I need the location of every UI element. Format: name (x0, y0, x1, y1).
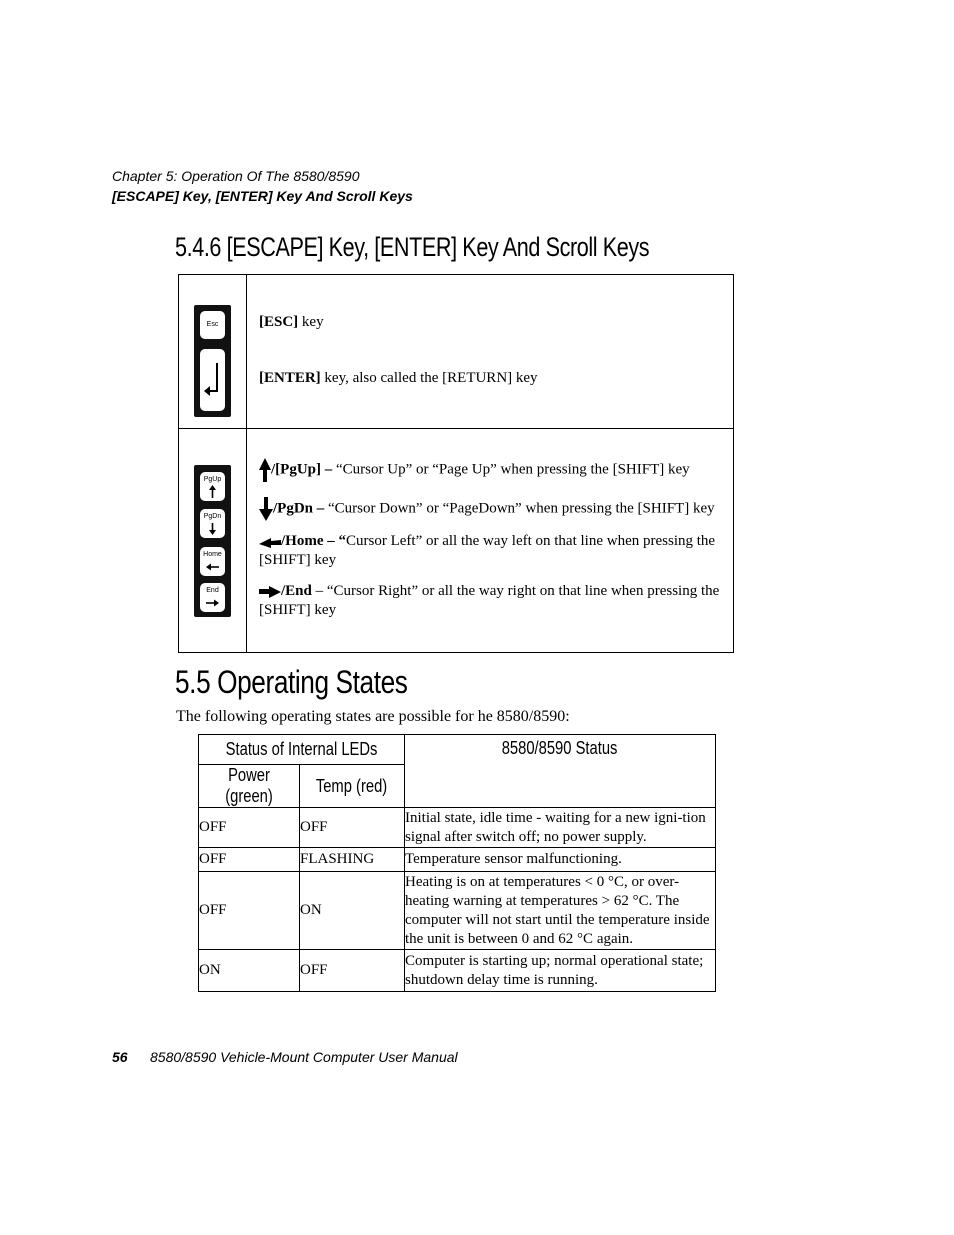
cursor-up-arrow-icon (259, 458, 271, 482)
cursor-left-text: Cursor Left” or all the way left on that line when pressing the [SHIFT] key (259, 533, 716, 568)
status-cell: Computer is starting up; normal operational state; shutdown delay time is running. (405, 950, 716, 992)
esc-key-text: key (298, 314, 324, 330)
table-row (199, 872, 716, 950)
home-key-label: Home (203, 551, 222, 558)
table-row (199, 808, 716, 848)
leds-group-header: Status of Internal LEDs (199, 735, 405, 765)
power-cell: OFF (199, 808, 300, 848)
scroll-keypad-image (194, 465, 231, 617)
enter-key-description (259, 369, 538, 388)
esc-key-name: [ESC] (259, 314, 299, 330)
keys-table-divider-vertical (246, 275, 247, 652)
cursor-down-arrow-icon (259, 497, 273, 521)
keys-table-divider-horizontal (179, 428, 733, 429)
power-cell: ON (199, 950, 300, 992)
pgup-key-label: PgUp (203, 476, 222, 483)
cursor-up-description (259, 458, 690, 482)
operating-states-intro: The following operating states are possible for he 8580/8590: (176, 708, 570, 725)
temp-cell: ON (300, 872, 405, 950)
cursor-left-description (259, 532, 729, 570)
pgdn-key-label: PgDn (203, 513, 222, 520)
end-key-label: End (206, 587, 219, 594)
page-number: 56 (112, 1049, 128, 1065)
status-cell: Initial state, idle time - waiting for a new igni-tion signal after switch off; no power supply. (405, 808, 716, 848)
section-heading-operating-states: 5.5 Operating States (175, 664, 408, 700)
temp-cell: OFF (300, 808, 405, 848)
pgup-key-image (200, 472, 225, 501)
cursor-down-text: “Cursor Down” or “PageDown” when pressing the [SHIFT] key (324, 500, 715, 517)
manual-title: 8580/8590 Vehicle-Mount Computer User Manual (150, 1049, 458, 1065)
table-row (199, 950, 716, 992)
section-heading-keys: 5.4.6 [ESCAPE] Key, [ENTER] Key And Scroll Keys (175, 232, 650, 262)
end-key-image (200, 583, 225, 612)
temp-cell: OFF (300, 950, 405, 992)
esc-key-description (259, 313, 324, 332)
cursor-up-key-name: /[PgUp] – (271, 461, 333, 478)
status-cell: Heating is on at temperatures < 0 °C, or over-heating warning at temperatures > 62 °C. The computer will not start until the temperature inside the unit is between 0 and 62 °C again. (405, 872, 716, 950)
down-arrow-icon (200, 509, 225, 538)
cursor-right-description (259, 582, 729, 620)
device-status-header: 8580/8590 Status (405, 735, 716, 808)
temp-cell: FLASHING (300, 848, 405, 872)
status-cell: Temperature sensor malfunctioning. (405, 848, 716, 872)
esc-enter-keypad-image (194, 305, 231, 417)
esc-key-label: Esc (206, 321, 219, 328)
right-arrow-icon (200, 583, 225, 612)
table-row (199, 848, 716, 872)
power-cell: OFF (199, 872, 300, 950)
cursor-right-text: – “Cursor Right” or all the way right on that line when pressing the [SHIFT] key (259, 583, 720, 618)
up-arrow-icon (200, 472, 225, 501)
running-header-section: [ESCAPE] Key, [ENTER] Key And Scroll Keys (112, 188, 413, 204)
cursor-up-text: “Cursor Up” or “Page Up” when pressing the [SHIFT] key (332, 461, 690, 478)
temp-column-header: Temp (red) (300, 765, 405, 808)
cursor-left-arrow-icon (259, 536, 281, 548)
cursor-left-key-name: /Home – “ (281, 533, 346, 549)
power-column-header: Power (green) (199, 765, 300, 808)
cursor-right-arrow-icon (259, 586, 281, 598)
operating-states-table (198, 734, 716, 992)
esc-key-image (200, 311, 225, 339)
cursor-down-key-name: /PgDn – (273, 500, 325, 517)
cursor-right-key-name: /End (281, 583, 312, 599)
power-cell: OFF (199, 848, 300, 872)
pgdn-key-image (200, 509, 225, 538)
enter-arrow-icon (200, 349, 225, 411)
keys-table (178, 274, 734, 653)
enter-key-name: [ENTER] (259, 370, 321, 386)
cursor-down-description (259, 497, 715, 521)
running-header-chapter: Chapter 5: Operation Of The 8580/8590 (112, 168, 360, 184)
enter-key-text: key, also called the [RETURN] key (320, 370, 538, 386)
left-arrow-icon (200, 547, 225, 576)
enter-key-image (200, 349, 225, 411)
home-key-image (200, 547, 225, 576)
